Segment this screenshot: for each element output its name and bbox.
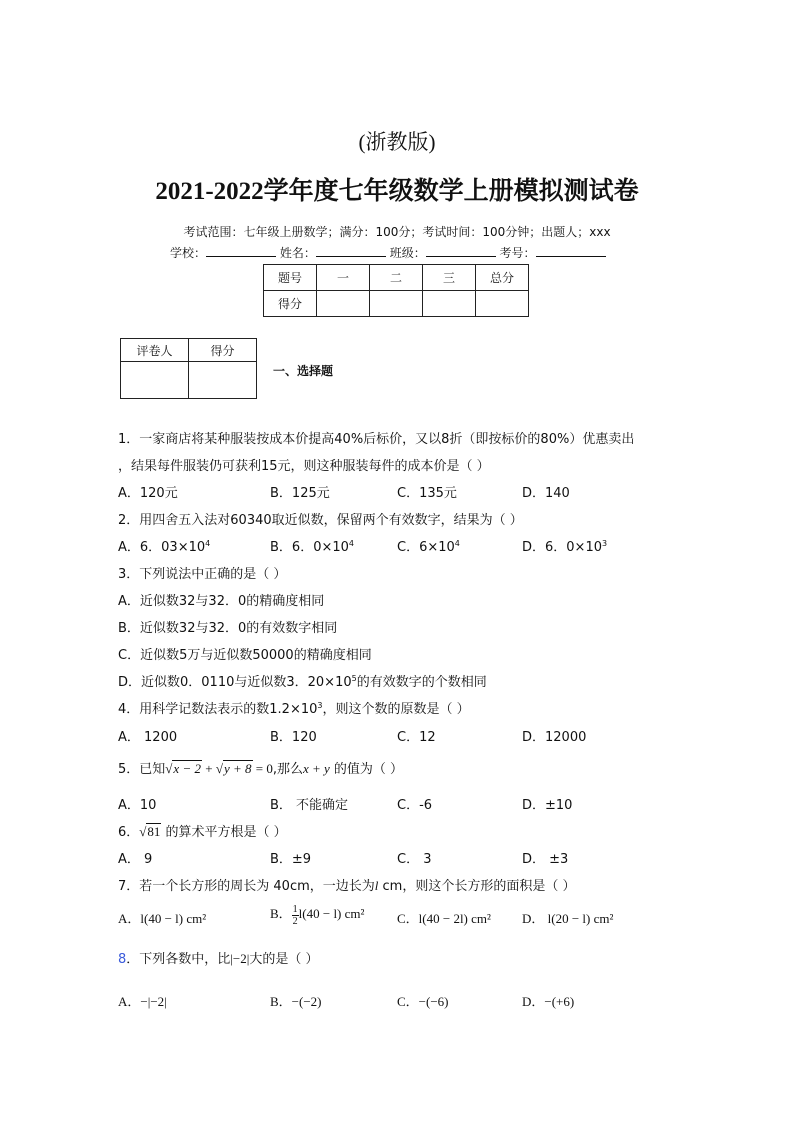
score-cell[interactable] (317, 291, 370, 317)
q1-option-d[interactable]: D．140 (522, 486, 570, 501)
score-header-cell: 总分 (476, 265, 529, 291)
score-header-cell: 二 (370, 265, 423, 291)
q5-option-d[interactable]: D．±10 (522, 798, 573, 813)
q7-b-numerator: 1 (292, 903, 298, 915)
grader-score-header: 得分 (189, 339, 257, 362)
q7-option-b[interactable] (270, 903, 364, 927)
q2-c-base: C．6×10 (397, 540, 455, 555)
q4-post: ，则这个数的原数是（ ） (322, 702, 470, 717)
q7-b-denominator: 2 (292, 915, 298, 927)
q6-pre: 6． (118, 825, 140, 840)
number-field[interactable] (536, 244, 606, 257)
q3-option-a[interactable]: A．近似数32与32．0的精确度相同 (118, 594, 325, 609)
q4-text (118, 698, 470, 717)
q2-option-a[interactable] (118, 536, 210, 555)
q2-d-exp: 3 (602, 539, 608, 548)
q2-a-base: A．6．03×10 (118, 540, 206, 555)
grader-header: 评卷人 (121, 339, 189, 362)
score-row-label: 得分 (264, 291, 317, 317)
q2-d-base: D．6．0×10 (522, 540, 602, 555)
q5-radical2: √y + 8 (215, 761, 252, 776)
q8-option-d[interactable]: D．−(+6) (522, 994, 575, 1009)
q5-post: 的值为（ ） (329, 762, 404, 777)
student-fields (170, 244, 606, 261)
q8-number: 8 (118, 952, 127, 967)
q3-d-pre: D．近似数0．0110与近似数3．20×10 (118, 675, 352, 690)
q6-option-d[interactable]: D． ±3 (522, 852, 569, 867)
q6-option-b[interactable]: B．±9 (270, 852, 312, 867)
q8-option-b[interactable]: B．−(−2) (270, 994, 322, 1009)
q1-text-line2: ，结果每件服装仍可获利15元，则这种服装每件的成本价是（ ） (118, 459, 490, 474)
name-label: 姓名： (279, 246, 316, 260)
q5-radical1: √x − 2 (165, 761, 201, 776)
q7-option-a[interactable]: A．l(40 − l) cm² (118, 911, 207, 926)
number-label: 考号： (499, 246, 536, 260)
q7-b-fraction (292, 904, 299, 927)
q3-text: 3．下列说法中正确的是（ ） (118, 567, 287, 582)
school-field[interactable] (206, 244, 276, 257)
score-cell[interactable] (476, 291, 529, 317)
q3-option-b[interactable]: B．近似数32与32．0的有效数字相同 (118, 621, 338, 636)
q4-option-a[interactable]: A． 1200 (118, 730, 178, 745)
q7-text (118, 875, 575, 894)
q6-option-a[interactable]: A． 9 (118, 852, 153, 867)
grader-table (120, 338, 257, 399)
q7-option-d[interactable]: D． l(20 − l) cm² (522, 911, 614, 926)
name-field[interactable] (316, 244, 386, 257)
q7-b-post: l(40 − l) cm² (298, 906, 365, 921)
section-title: 一、选择题 (273, 364, 334, 378)
q2-option-b[interactable] (270, 536, 354, 555)
q4-exp: 3 (317, 701, 323, 710)
q5-pre: 5．已知 (118, 762, 166, 777)
q8-option-c[interactable]: C．−(−6) (397, 994, 449, 1009)
q6-radical: √81 (139, 824, 161, 839)
q2-option-d[interactable] (522, 536, 607, 555)
q6-option-c[interactable]: C． 3 (397, 852, 432, 867)
q6-post: 的算术平方根是（ ） (161, 825, 287, 840)
exam-title: 2021-2022学年度七年级数学上册模拟测试卷 (155, 178, 639, 205)
q6-radicand: 81 (147, 824, 161, 839)
score-header-cell: 一 (317, 265, 370, 291)
q2-b-base: B．6．0×10 (270, 540, 349, 555)
q5-radicand1: x − 2 (173, 761, 201, 776)
class-label: 班级： (389, 246, 426, 260)
q5-option-b[interactable]: B． 不能确定 (270, 798, 349, 813)
q2-text: 2．用四舍五入法对60340取近似数，保留两个有效数字，结果为（ ） (118, 513, 523, 528)
score-table (263, 264, 529, 317)
q7-b-pre: B． (270, 906, 292, 921)
q8-text (118, 948, 318, 967)
q3-option-c[interactable]: C．近似数5万与近似数50000的精确度相同 (118, 648, 372, 663)
q5-option-c[interactable]: C．-6 (397, 798, 433, 813)
q2-c-exp: 4 (454, 539, 460, 548)
q2-a-exp: 4 (205, 539, 211, 548)
q6-text (118, 821, 287, 840)
q5-text (118, 758, 403, 777)
score-header-cell: 三 (423, 265, 476, 291)
q1-option-a[interactable]: A．120元 (118, 486, 178, 501)
q1-option-b[interactable]: B．125元 (270, 486, 330, 501)
q5-expr: x + y (302, 761, 330, 776)
q3-option-d[interactable] (118, 671, 487, 690)
score-cell[interactable] (370, 291, 423, 317)
q4-pre: 4．用科学记数法表示的数1.2×10 (118, 702, 318, 717)
q8-post: 大的是（ ） (249, 952, 319, 967)
class-field[interactable] (426, 244, 496, 257)
school-label: 学校： (170, 246, 207, 260)
q7-var: l (374, 878, 379, 893)
q8-pre: ．下列各数中，比 (126, 952, 231, 967)
grader-cell[interactable] (121, 362, 189, 399)
q2-b-exp: 4 (348, 539, 354, 548)
q4-option-b[interactable]: B．120 (270, 730, 317, 745)
q7-pre: 7．若一个长方形的周长为 40cm，一边长为 (118, 879, 375, 894)
score-cell[interactable] (423, 291, 476, 317)
q1-text-line1: 1．一家商店将某种服装按成本价提高40%后标价，又以8折（即按标价的80%）优惠卖出 (118, 432, 635, 447)
q4-option-d[interactable]: D．12000 (522, 730, 587, 745)
edition-label: (浙教版) (358, 130, 436, 154)
q5-eq: = 0 (252, 761, 273, 776)
q7-post: cm，则这个长方形的面积是（ ） (378, 879, 576, 894)
q5-plus: + (201, 761, 216, 776)
q4-option-c[interactable]: C．12 (397, 730, 436, 745)
q8-abs: |−2| (230, 951, 250, 966)
q7-option-c[interactable]: C．l(40 − 2l) cm² (397, 911, 491, 926)
q5-radicand2: y + 8 (223, 761, 252, 776)
q8-option-a[interactable]: A．−|−2| (118, 994, 167, 1009)
q5-option-a[interactable]: A．10 (118, 798, 157, 813)
grader-score-cell[interactable] (189, 362, 257, 399)
score-header-cell: 题号 (264, 265, 317, 291)
q1-option-c[interactable]: C．135元 (397, 486, 457, 501)
q5-mid: ,那么 (272, 762, 303, 777)
q3-d-exp: 5 (351, 674, 357, 683)
q2-option-c[interactable] (397, 536, 460, 555)
exam-info: 考试范围：七年级上册数学；满分：100分；考试时间：100分钟；出题人；xxx (183, 225, 611, 239)
q3-d-post: 的有效数字的个数相同 (356, 675, 487, 690)
